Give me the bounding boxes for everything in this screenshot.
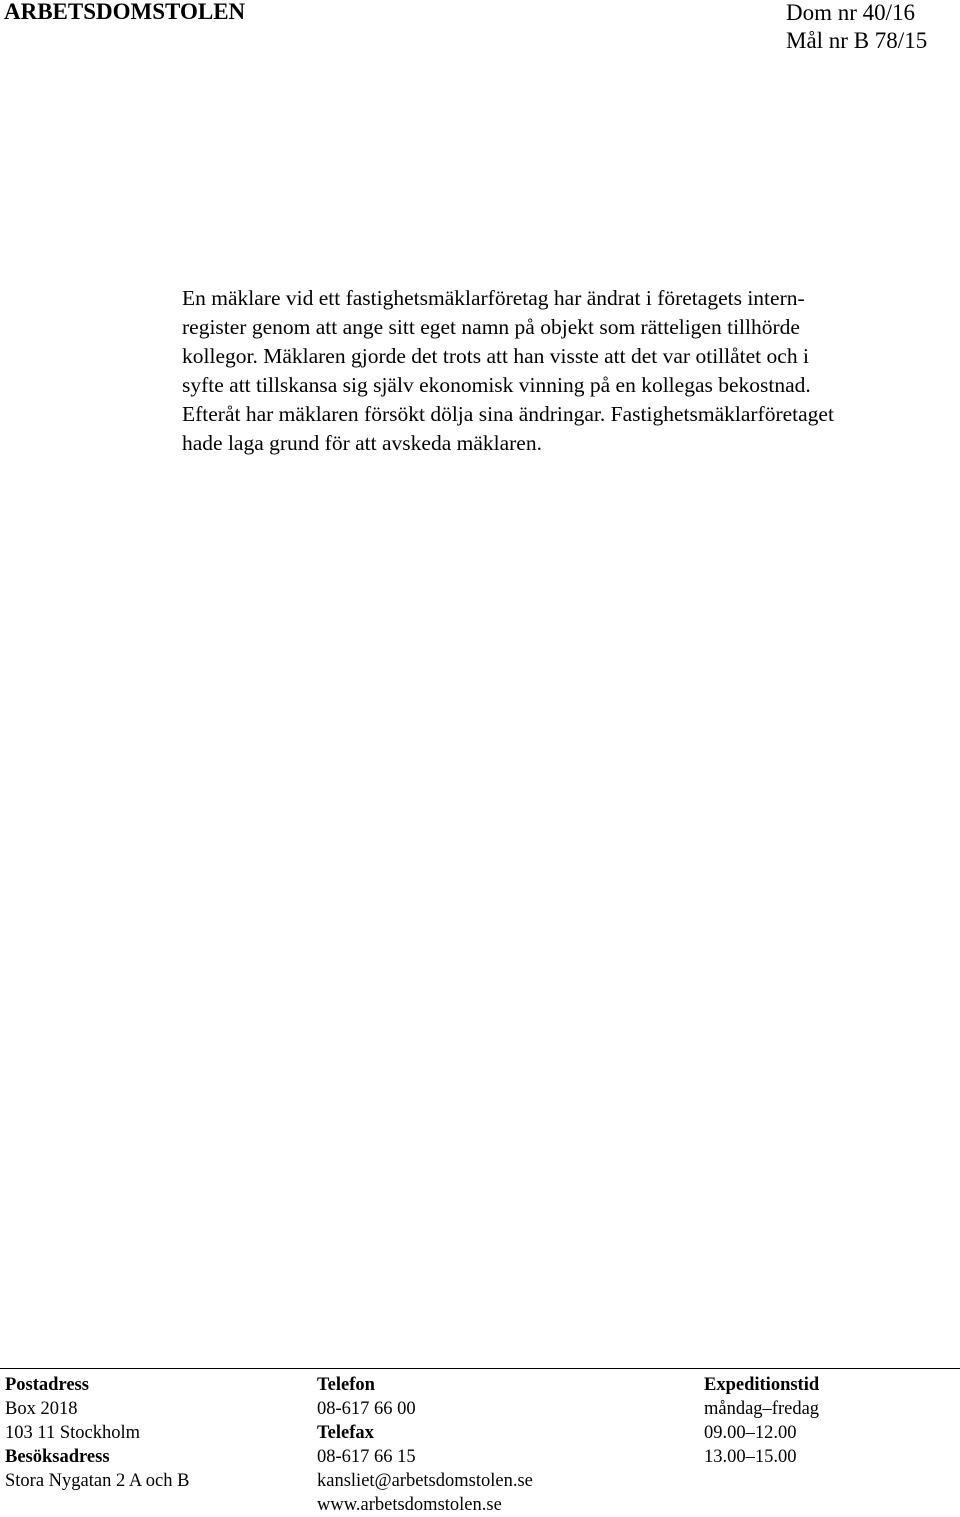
docket-number: Mål nr B 78/15 <box>786 28 928 53</box>
summary-line: syfte att tillskansa sig själv ekonomisk vinning på en kollegas bekostnad. <box>182 373 811 397</box>
footer-hours-column <box>704 1373 819 1469</box>
summary-line: Efteråt har mäklaren försökt dölja sina ändringar. Fastighetsmäklarföretaget <box>182 402 834 426</box>
case-summary <box>182 284 952 458</box>
court-name: ARBETSDOMSTOLEN <box>4 0 246 24</box>
fax-heading: Telefax <box>317 1423 374 1443</box>
postal-address-line: Box 2018 <box>5 1399 78 1419</box>
footer-divider <box>0 1368 960 1369</box>
summary-line: hade laga grund för att avskeda mäklaren. <box>182 431 542 455</box>
postal-address-heading: Postadress <box>5 1375 89 1395</box>
case-reference <box>786 0 927 55</box>
footer-contact-column <box>317 1373 533 1517</box>
summary-line: kollegor. Mäklaren gjorde det trots att han visste att det var otillåtet och i <box>182 344 809 368</box>
email-link[interactable]: kansliet@arbetsdomstolen.se <box>317 1471 533 1491</box>
summary-line: En mäklare vid ett fastighetsmäklarföretag har ändrat i företagets intern- <box>182 286 805 310</box>
visiting-address-line: Stora Nygatan 2 A och B <box>5 1471 190 1491</box>
website-link[interactable]: www.arbetsdomstolen.se <box>317 1495 502 1515</box>
visiting-address-heading: Besöksadress <box>5 1447 110 1467</box>
office-hours-afternoon: 13.00–15.00 <box>704 1447 797 1467</box>
fax-number: 08-617 66 15 <box>317 1447 416 1467</box>
case-number: Dom nr 40/16 <box>786 0 916 25</box>
summary-line: register genom att ange sitt eget namn på objekt som rätteligen tillhörde <box>182 315 800 339</box>
phone-number: 08-617 66 00 <box>317 1399 416 1419</box>
office-hours-heading: Expeditionstid <box>704 1375 820 1395</box>
postal-address-line: 103 11 Stockholm <box>5 1423 140 1443</box>
phone-heading: Telefon <box>317 1375 375 1395</box>
office-hours-morning: 09.00–12.00 <box>704 1423 797 1443</box>
office-hours-days: måndag–fredag <box>704 1399 820 1419</box>
footer-address-column <box>5 1373 189 1493</box>
